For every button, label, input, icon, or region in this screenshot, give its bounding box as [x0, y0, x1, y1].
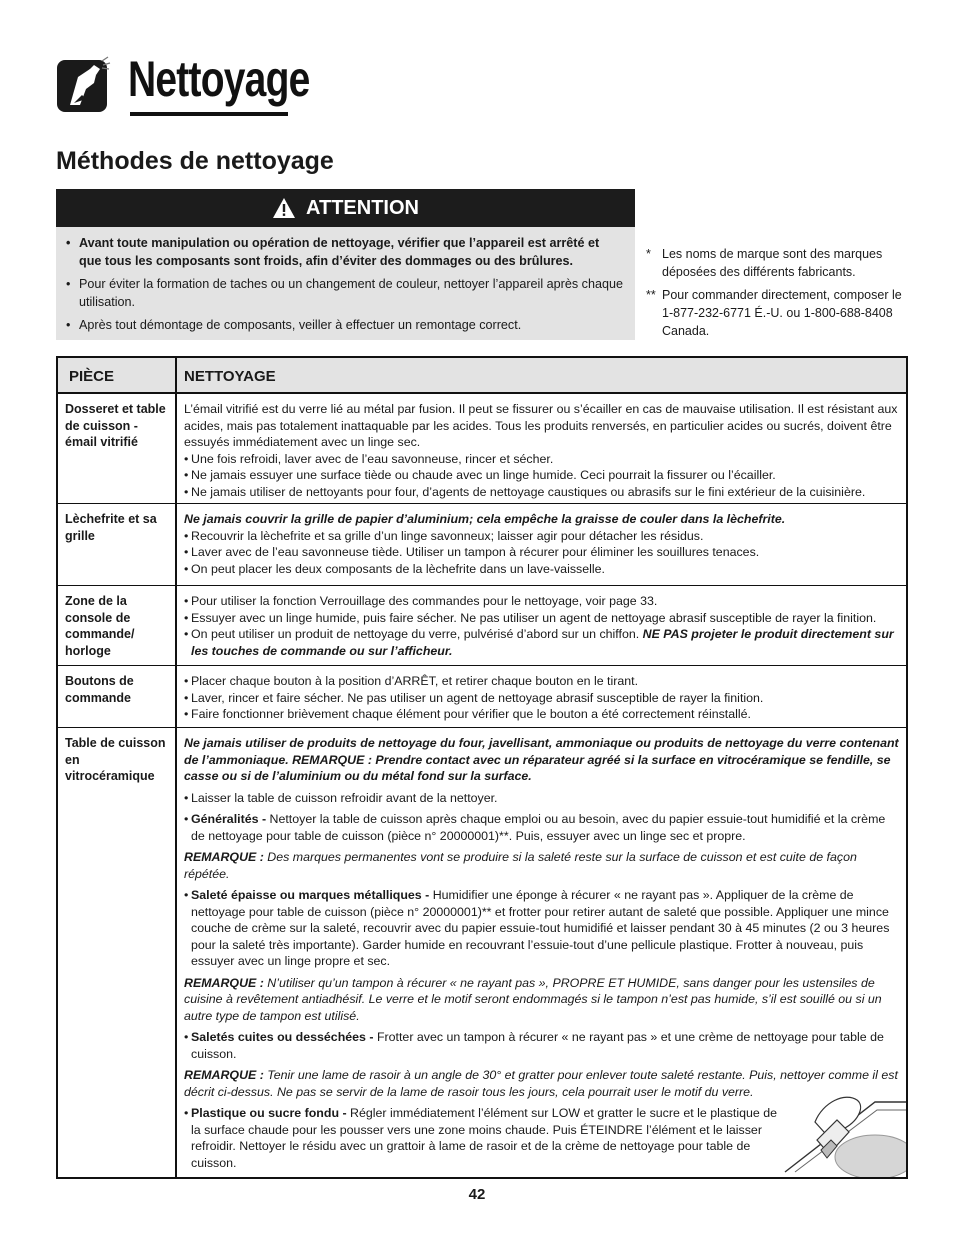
bullet-label: Saleté épaisse ou marques métalliques -: [191, 888, 433, 902]
warning-triangle-icon: [272, 197, 296, 219]
remark: [184, 849, 902, 882]
cleaning-instructions: [177, 666, 906, 727]
remark-text: Des marques permanentes vont se produire si la saleté reste sur la surface de cuisson et est cuite de façon répétée.: [184, 850, 857, 881]
instruction-bullet: • Placer chaque bouton à la position d’ARRÊT, et retirer chaque bouton en le tirant.: [184, 673, 902, 690]
instruction-bullet: • Ne jamais essuyer une surface tiède ou chaude avec un linge humide. Ceci pourrait la fissurer ou l’écailler.: [184, 467, 902, 484]
warning-text: NE PAS projeter le produit directement sur les touches de commande ou sur l’afficheur.: [191, 627, 894, 658]
attention-item: • Avant toute manipulation ou opération de nettoyage, vérifier que l’appareil est arrêté et que tous les composants sont froids, afin d’éviter des dommages ou des brûlures.: [66, 235, 625, 270]
cleaning-spray-icon: [56, 55, 112, 113]
instruction-bullet: [184, 811, 902, 844]
part-name: Dosseret et table de cuisson - émail vitrifié: [58, 394, 177, 503]
bullet-label: Plastique ou sucre fondu -: [191, 1106, 351, 1120]
instruction-bullet: • Recouvrir la lèchefrite et sa grille d’un linge savonneux; laisser agir pour détacher les résidus.: [184, 528, 902, 545]
warning-text: Ne jamais utiliser de produits de nettoyage du four, javellisant, ammoniaque ou produits de nettoyage du verre contenant de l’ammoniaque. REMARQUE : Prendre contact avec un réparateur agréé si la surface en vitrocéramique se fendille, se casse ou si de l’aluminium ou du métal fond sur la surface.: [184, 736, 899, 783]
razor-scraper-illustration: [775, 1062, 906, 1177]
footnote-text: Pour commander directement, composer le 1-877-232-6771 É.-U. ou 1-800-688-8408 Canada.: [662, 288, 902, 338]
instruction-bullet: • Essuyer avec un linge humide, puis faire sécher. Ne pas utiliser un agent de nettoyage abrasif susceptible de rayer la finition.: [184, 610, 902, 627]
remark-text: Tenir une lame de rasoir à un angle de 30° et gratter pour enlever toute saleté restante. Puis, nettoyer comme il est décrit ci-dessus. Ne pas se servir de la lame de rasoir tous les jours, cela pourrait user le motif du verre.: [184, 1068, 898, 1099]
footnote-mark: *: [646, 247, 651, 261]
part-name: Lèchefrite et sa grille: [58, 504, 177, 585]
cleaning-instructions: [177, 586, 906, 665]
column-header-part: PIÈCE: [58, 358, 177, 392]
bullet-text: Frotter avec un tampon à récurer « ne rayant pas » et une crème de nettoyage pour table de cuisson.: [191, 1030, 884, 1061]
instruction-bullet: • Laver, rincer et faire sécher. Ne pas utiliser un agent de nettoyage abrasif susceptible de rayer la finition.: [184, 690, 902, 707]
paragraph: L’émail vitrifié est du verre lié au métal par fusion. Il peut se fissurer ou s’écailler en cas de mauvaise utilisation. Il est résistant aux acides, mais pas totalement inattaquable par les acides. Tous les produits renversés, en particulier acides ou sucrés, doivent être essuyés immédiatement avec un linge sec.: [184, 402, 898, 449]
warning-text: Ne jamais couvrir la grille de papier d’aluminium; cela empêche la graisse de couler dans la lèchefrite.: [184, 512, 786, 526]
instruction-bullet: • Laisser la table de cuisson refroidir avant de la nettoyer.: [184, 790, 902, 807]
cleaning-instructions: [177, 504, 906, 585]
remark-label: REMARQUE :: [184, 850, 264, 864]
instruction-bullet: [184, 887, 902, 970]
instruction-bullet: [184, 626, 902, 659]
instruction-bullet: • Une fois refroidi, laver avec de l’eau savonneuse, rincer et sécher.: [184, 451, 902, 468]
bullet-text: Régler immédiatement l’élément sur LOW et gratter le sucre et le plastique de la surface chaude pour les pousser vers une zone moins chaude. Puis ÉTEINDRE l’élément et le laisser refroidir. Nettoyer le résidu avec un grattoir à lame de rasoir et de la crème de nettoyage pour table de cuisson.: [191, 1106, 778, 1170]
bullet-label: Généralités -: [191, 812, 270, 826]
bullet-text: On peut utiliser un produit de nettoyage du verre, pulvérisé d’abord sur un chiffon.: [191, 627, 640, 641]
remark-label: REMARQUE :: [184, 1068, 264, 1082]
instruction-bullet: • On peut placer les deux composants de la lèchefrite dans un lave-vaisselle.: [184, 561, 902, 578]
part-name: Zone de la console de commande/ horloge: [58, 586, 177, 665]
attention-label: ATTENTION: [306, 196, 419, 219]
instruction-bullet: • Pour utiliser la fonction Verrouillage des commandes pour le nettoyage, voir page 33.: [184, 593, 902, 610]
footnote-order: [646, 286, 916, 340]
footnotes: [646, 245, 916, 345]
table-row: [58, 586, 906, 666]
part-name: Table de cuisson en vitrocéramique: [58, 728, 177, 1177]
title-underline: [130, 112, 288, 116]
bullet-text: Humidifier une éponge à récurer « ne rayant pas ». Appliquer de la crème de nettoyage pour table de cuisson (pièce n° 20000001)** et frotter pour retirer autant de saleté que possible. Appliquer une mince couche de crème sur la saleté, recouvrir avec du papier essuie-tout humidifié et laisser pendant 30 à 45 minutes (2 ou 3 heures pour la saleté très importante). Garder humide en recouvrant l’essuie-tout d’une pellicule plastique. Frotter à nouveau, puis essuyer avec un linge propre et sec.: [191, 888, 890, 968]
attention-item: • Après tout démontage de composants, veiller à effectuer un remontage correct.: [66, 317, 625, 335]
footnote-trademark: [646, 245, 916, 281]
instruction-bullet: • Ne jamais utiliser de nettoyants pour four, d’agents de nettoyage caustiques ou abrasifs sur le fini extérieur de la cuisinière.: [184, 484, 902, 501]
table-row: [58, 504, 906, 586]
column-header-cleaning: NETTOYAGE: [184, 368, 276, 385]
attention-box: [56, 189, 635, 340]
attention-header: [56, 189, 635, 227]
footnote-text: Les noms de marque sont des marques déposées des différents fabricants.: [662, 247, 883, 279]
section-title: Méthodes de nettoyage: [56, 147, 334, 175]
cleaning-table: [56, 356, 908, 1179]
part-name: Boutons de commande: [58, 666, 177, 727]
footnote-mark: **: [646, 288, 656, 302]
table-row: [58, 666, 906, 728]
cleaning-instructions: [177, 394, 906, 503]
bullet-text: Nettoyer la table de cuisson après chaque emploi ou au besoin, avec du papier essuie-tout humidifié et la crème de nettoyage pour table de cuisson (pièce n° 20000001)**. Puis, essuyer avec un linge sec et propre.: [191, 812, 886, 843]
instruction-bullet: [184, 1029, 902, 1062]
remark-text: N’utiliser qu’un tampon à récurer « ne rayant pas », PROPRE ET HUMIDE, sans danger pour les ustensiles de cuisine à revêtement antiadhésif. Le verre et le motif seront endommagés si le tampon n’est pas humide, s’il est souillé ou si un autre type de tampon est utilisé.: [184, 975, 882, 1023]
page-number: 42: [468, 1186, 486, 1203]
attention-list: [56, 227, 635, 335]
table-row: [58, 394, 906, 504]
instruction-bullet: • Laver avec de l’eau savonneuse tiède. Utiliser un tampon à récurer pour éliminer les souillures tenaces.: [184, 544, 902, 561]
bullet-label: Saletés cuites ou desséchées -: [191, 1030, 377, 1044]
table-header-row: [58, 358, 906, 394]
remark: [184, 975, 902, 1025]
attention-item: • Pour éviter la formation de taches ou un changement de couleur, nettoyer l’appareil après chaque utilisation.: [66, 276, 625, 311]
page-title: Nettoyage: [128, 51, 310, 107]
remark-label: REMARQUE :: [184, 975, 264, 990]
instruction-bullet: • Faire fonctionner brièvement chaque élément pour vérifier que le bouton a été correctement réinstallé.: [184, 706, 902, 723]
